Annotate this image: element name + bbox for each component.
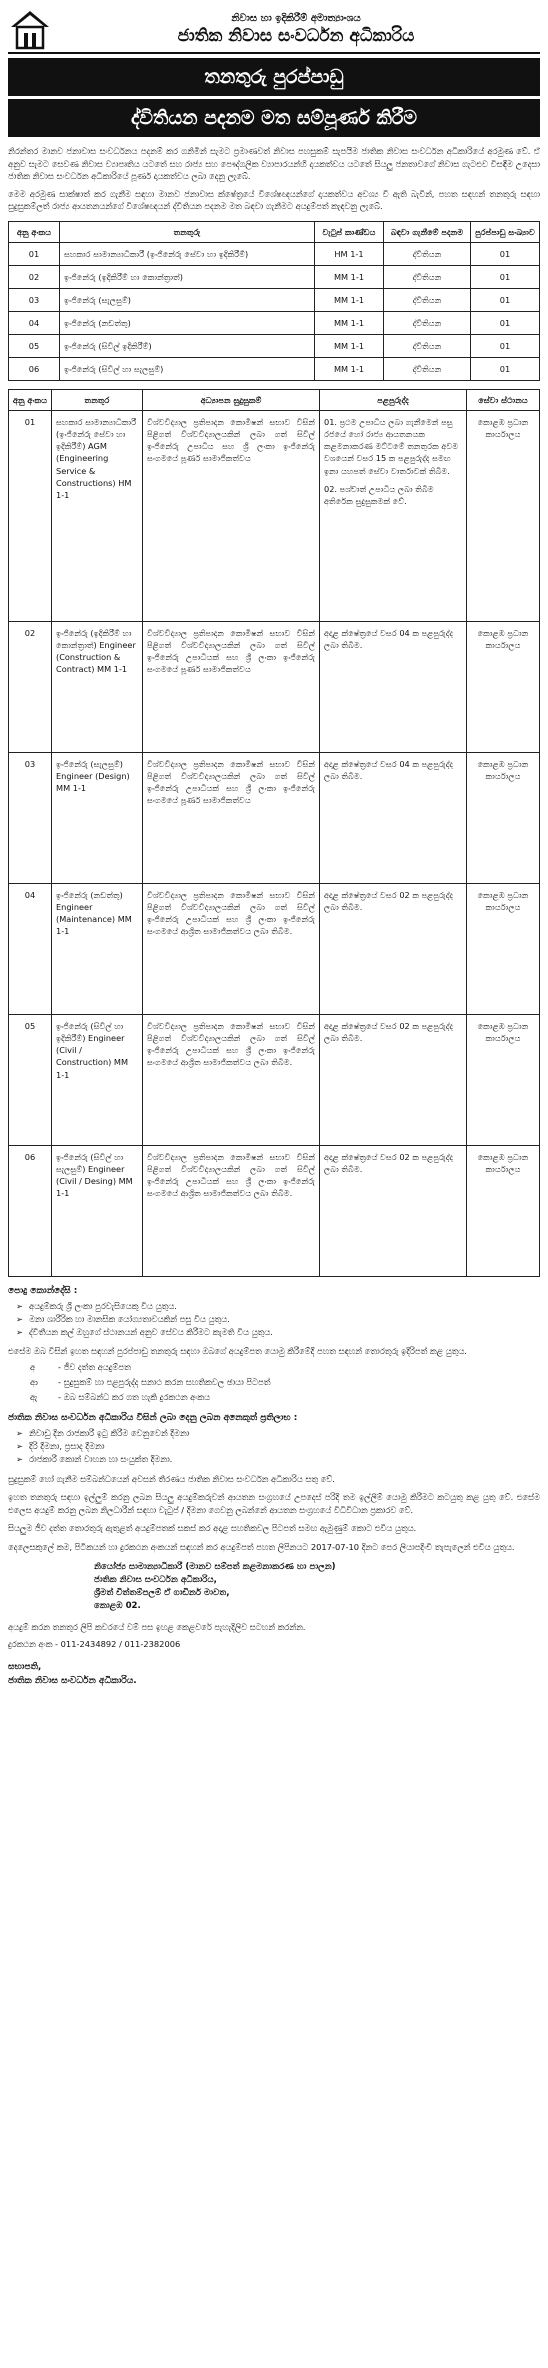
list-item xyxy=(30,1391,540,1404)
service-station: කොළඹ ප්‍රධාන කාර්යාලය xyxy=(467,1014,540,1145)
summary-cell: ද්විතියන xyxy=(384,265,471,288)
experience-cell xyxy=(320,1145,467,1276)
condition-text: මනා ශාරීරික හා මානසික යෝග්‍යතාවයකින් පසු විය යුතුය. xyxy=(28,1313,230,1324)
summary-column-header: බඳවා ගැනීමේ පදනම xyxy=(384,221,471,242)
education-qualification: විශ්වවිද්‍යාල ප්‍රතිපාදන කොමිෂන් සභාව විසින් පිළිගත් විශ්වවිද්‍යාලයකින් ලබා ගත් සිවිල් ඉංජිනේරු උපාධියක් සහ ශ්‍රී ලංකා ඉංජිනේරු සංගමයේ ආශ්‍රිත සාමාජිකත්වය ලබා තිබීම. xyxy=(143,1014,320,1145)
post-number: 06 xyxy=(9,1145,52,1276)
vacancy-detail-table xyxy=(8,389,540,1277)
benefit-text: නිවාඩු දින රාජකාරී ඉටු කිරීම වෙනුවෙන් දීමනා xyxy=(28,1427,190,1438)
envelope-note: අයදුම් කරන තනතුර ලිපි කවරයේ වම් පස ඉහළ කෙළවරේ පැහැදිලිව සටහන් කරන්න. xyxy=(8,1622,306,1632)
general-conditions xyxy=(8,1285,540,1404)
experience-requirement: අදාළ ක්ෂේත්‍රයේ වසර 02 ක පළපුරුද්ද ලබා තිබීම. xyxy=(324,1151,454,1174)
detail-column-header: අනු අංකය xyxy=(9,389,52,410)
intro-paragraph-1: නිරන්තර මානව ජනාවාස සංවර්ධනය පදනම් කර ගනිමින් සැමට ප්‍රමාණවත් නිවාස පහසුකම් සැපයීම ජාතික නිවාස සංවර්ධන අධිකාරියේ අරමුණ වේ. ඒ අනුව සැමට සෙවණ නිවාස ව්‍යාපෘතිය යටතේ සහ රාජ්‍ය සහ පෞද්ගලික ව්‍යාපාරයන්හි දායකත්වය යටතේ සියලු ජනතාවගේ නිවාස ගැටළුව විසඳීම උදෙසා ජාතික නිවාස සංවර්ධන අධිකාරියේ පූර්ණ දායකත්වය ලබා දෙනු ලැබේ. xyxy=(8,146,540,181)
document-mark: ආ xyxy=(30,1376,38,1387)
summary-cell: ඉංජිනේරු (සිවිල් ඉදිකිරීම්) xyxy=(60,334,315,357)
table-row xyxy=(9,288,540,311)
summary-cell: ඉංජිනේරු (සිවිල් හා සැලසුම්) xyxy=(60,357,315,380)
arrow-bullet-icon: ➢ xyxy=(16,1427,23,1438)
detail-column-header: පළපුරුද්ද xyxy=(320,389,467,410)
post-title: ඉංජිනේරු (සිවිල් හා සැලසුම්) Engineer (Civil / Desing) MM 1-1 xyxy=(52,1145,143,1276)
list-item xyxy=(30,1361,540,1374)
service-station: කොළඹ ප්‍රධාන කාර්යාලය xyxy=(467,410,540,621)
document-text: - ඔබ සම්බන්ධ කර ගත හැකි දුරකථන අංකය xyxy=(58,1391,210,1402)
document-text: - සුදුසුකම් හා පළපුරුද්ද සනාථ කරන සහතිකවල ඡායා පිටපත් xyxy=(58,1376,271,1387)
experience-cell xyxy=(320,752,467,883)
summary-cell: 06 xyxy=(9,357,60,380)
arrow-bullet-icon: ➢ xyxy=(16,1326,23,1337)
education-qualification: විශ්වවිද්‍යාල ප්‍රතිපාදන කොමිෂන් සභාව විසින් පිළිගත් විශ්වවිද්‍යාලයකින් ලබා ගත් සිවිල් ඉංජිනේරු උපාධියක් සහ ශ්‍රී ලංකා ඉංජිනේරු සංගමයේ ආශ්‍රිත සාමාජිකත්වය ලබා තිබීම. xyxy=(143,883,320,1014)
education-qualification: විශ්වවිද්‍යාල ප්‍රතිපාදන කොමිෂන් සභාව විසින් පිළිගත් විශ්වවිද්‍යාලයකින් ලබා ගත් සිවිල් ඉංජිනේරු උපාධියක් සහ ශ්‍රී ලංකා ඉංජිනේරු සංගමයේ පූර්ණ සාමාජිකත්වය xyxy=(143,621,320,752)
phone-numbers: දුරකථන අංක - 011-2434892 / 011-2382006 xyxy=(8,1639,181,1649)
summary-cell: 01 xyxy=(471,288,540,311)
summary-cell: MM 1-1 xyxy=(315,265,384,288)
table-row xyxy=(9,242,540,265)
summary-cell: ද්විතියන xyxy=(384,357,471,380)
condition-text: ද්විතීයන කල් ඔහුගේ ස්ථානයන් අනුව සේවය කිරීමට කැමති විය යුතුය. xyxy=(28,1326,273,1337)
table-row xyxy=(9,752,540,883)
signatory-title: සභාපති, xyxy=(8,1662,42,1672)
condition-text: අයදුම්කරු ශ්‍රී ලංකා පුරවැසියෙකු විය යුතුය. xyxy=(28,1300,177,1311)
experience-requirement: අදාළ ක්ෂේත්‍රයේ වසර 02 ක පළපුරුද්ද ලබා තිබීම. xyxy=(324,1020,454,1043)
basis-banner: ද්විතියන පදනම මත සම්පූර්ණ කිරීම xyxy=(8,99,540,137)
house-logo-icon xyxy=(8,8,52,50)
summary-cell: 01 xyxy=(471,334,540,357)
deadline-paragraph: දෙලෙසකුලේ කම, පිටිකයන් හා දුරකථන අංකයන් සඳහන් කර අයදුම්පත් පහත ලිපිනයට 2017-07-10 දිනට පෙර ලියාපදිංචි තැපැලෙන් එවිය යුතුය. xyxy=(8,1541,515,1552)
intro-paragraph-2: මෙම අරමුණ සාක්ෂාත් කර ගැනීම සඳහා මානව ජනාවාස ක්ෂේත්‍රයේ විශේෂඥයන්ගේ දායකත්වය අවශ්‍ය වී ඇති බැවින්, පහත සඳහන් තනතුරු සඳහා සුදුසුකම්ලත් රාජ්‍ය ආයතනයන්ගේ විශේෂඥයන් ද්විතියන පදනම මත බඳවා ගැනීමට අයදුම්පත් කැඳවනු ලැබේ. xyxy=(8,188,540,211)
experience-requirement: අදාළ ක්ෂේත්‍රයේ වසර 04 ක පළපුරුද්ද ලබා තිබීම. xyxy=(324,627,454,650)
service-station: කොළඹ ප්‍රධාන කාර්යාලය xyxy=(467,1145,540,1276)
table-row xyxy=(9,311,540,334)
document-mark: ඇ xyxy=(30,1391,38,1402)
general-conditions-heading: පොදු කොන්දේසි : xyxy=(8,1285,78,1296)
summary-cell: 01 xyxy=(471,357,540,380)
experience-cell xyxy=(320,410,467,621)
post-title: ඉංජිනේරු (නඩත්තු) Engineer (Maintenance) MM 1-1 xyxy=(52,883,143,1014)
address-line: ශ්‍රීමත් චිත්තම්පලම් ඒ ගාඩිනර් මාවත, xyxy=(94,1588,230,1598)
summary-cell: 01 xyxy=(471,242,540,265)
service-station: කොළඹ ප්‍රධාන කාර්යාලය xyxy=(467,883,540,1014)
summary-cell: 01 xyxy=(471,311,540,334)
summary-cell: ඉංජිනේරු (සැලසුම්) xyxy=(60,288,315,311)
signatory-organization: ජාතික නිවාස සංවර්ධන අධිකාරිය. xyxy=(8,1676,137,1686)
closing-paragraph-1: සුදුසුකම් හෝ ගැනීම සම්බන්ධයෙන් අවසන් තීරණය ජාතික නිවාස සංවර්ධන අධිකාරිය සතු වේ. xyxy=(8,1473,335,1484)
service-station: කොළඹ ප්‍රධාන කාර්යාලය xyxy=(467,752,540,883)
list-item xyxy=(16,1313,540,1326)
arrow-bullet-icon: ➢ xyxy=(16,1300,23,1311)
experience-cell xyxy=(320,621,467,752)
summary-cell: 05 xyxy=(9,334,60,357)
benefits xyxy=(8,1412,540,1466)
post-title: ඉංජිනේරු (සැලසුම්) Engineer (Design) MM 1-1 xyxy=(52,752,143,883)
post-title: සහකාර සාමාන්‍යාධිකාරී (ඉංජිනේරු සේවා හා ඉදිකිරීම්) AGM (Engineering Service & Constructions) HM 1-1 xyxy=(52,410,143,621)
post-title: ඉංජිනේරු (සිවිල් හා ඉදිකිරීම්) Engineer (Civil / Construction) MM 1-1 xyxy=(52,1014,143,1145)
list-item xyxy=(16,1326,540,1339)
address-line: ජාතික නිවාස සංවර්ධන අධිකාරිය, xyxy=(94,1575,217,1585)
detail-column-header: අධ්‍යාපන සුදුසුකම් xyxy=(143,389,320,410)
list-item xyxy=(16,1300,540,1313)
education-qualification: විශ්වවිද්‍යාල ප්‍රතිපාදන කොමිෂන් සභාව විසින් පිළිගත් විශ්වවිද්‍යාලයකින් ලබා ගත් සිවිල් ඉංජිනේරු උපාධියක් සහ ශ්‍රී ලංකා ඉංජිනේරු සංගමයේ පූර්ණ සාමාජිකත්වය xyxy=(143,752,320,883)
closing-paragraph-3: සියලුම ජීව දත්ත තොරතුරු ඇතුළත් අයදුම්පතක් සකස් කර අදාළ සහතිකවල පිටපත් සමඟ ඇමුණුම් කොට එවිය යුතුය. xyxy=(8,1523,417,1533)
post-number: 01 xyxy=(9,410,52,621)
summary-cell: 01 xyxy=(9,242,60,265)
summary-column-header: වැටුප් කාණ්ඩය xyxy=(315,221,384,242)
summary-cell: ද්විතියන xyxy=(384,242,471,265)
table-row xyxy=(9,1014,540,1145)
vacancies-banner: තනතුරු පුරප්පාඩු xyxy=(8,58,540,96)
nhda-logo xyxy=(8,8,52,50)
education-qualification: විශ්වවිද්‍යාල ප්‍රතිපාදන කොමිෂන් සභාව විසින් පිළිගත් විශ්වවිද්‍යාලයකින් ලබා ගත් සිවිල් ඉංජිනේරු උපාධියක් සහ ශ්‍රී ලංකා ඉංජිනේරු සංගමයේ ආශ්‍රිත සාමාජිකත්වය ලබා තිබීම. xyxy=(143,1145,320,1276)
education-qualification: විශ්වවිද්‍යාල ප්‍රතිපාදන කොමිෂන් සභාව විසින් පිළිගත් විශ්වවිද්‍යාලයකින් ලබා ගත් සිවිල් ඉංජිනේරු උපාධිය සහ ශ්‍රී ලංකා ඉංජිනේරු සංගමයේ පූර්ණ සාමාජිකත්වය xyxy=(143,410,320,621)
summary-cell: සහකාර සාමාන්‍යාධිකාරී (ඉංජිනේරු සේවා හා ඉදිකිරීම්) xyxy=(60,242,315,265)
experience-cell xyxy=(320,1014,467,1145)
experience-requirement: අදාළ ක්ෂේත්‍රයේ වසර 04 ක පළපුරුද්ද ලබා තිබීම. xyxy=(324,758,454,781)
list-item xyxy=(30,1376,540,1389)
advertisement xyxy=(8,6,540,2356)
document-mark: අ xyxy=(30,1361,36,1372)
experience-requirement: අදාළ ක්ෂේත්‍රයේ වසර 02 ක පළපුරුද්ද ලබා තිබීම. xyxy=(324,889,454,912)
table-row xyxy=(9,883,540,1014)
address-line: නියෝජ්‍ය සාමාන්‍යාධිකාරී (මානව සම්පත් කළමනාකරණ හා පාලන) xyxy=(94,1562,336,1572)
service-station: කොළඹ ප්‍රධාන කාර්යාලය xyxy=(467,621,540,752)
ministry-name: නිවාස හා ඉදිකිරීම් අමාත්‍යාංශය xyxy=(231,12,361,24)
table-row xyxy=(9,621,540,752)
post-title: ඉංජිනේරු (ඉදිකිරීම් හා කොන්ත්‍රාත්) Engineer (Construction & Contract) MM 1-1 xyxy=(52,621,143,752)
list-item xyxy=(16,1440,540,1453)
table-row xyxy=(9,357,540,380)
post-number: 05 xyxy=(9,1014,52,1145)
document-text: - ජීව දත්ත අයදුම්පත xyxy=(58,1361,131,1372)
vacancy-summary-table xyxy=(8,221,540,381)
benefit-text: රාජකාරී කොන් වාහන හා සංයුක්ත දීමනා. xyxy=(28,1453,173,1464)
summary-column-header: තනතුරු xyxy=(60,221,315,242)
experience-requirement: 02. පශ්චාත් උපාධිය ලබා තිබීම අතිරේක සුදුසුකමක් වේ. xyxy=(324,483,434,507)
documents-intro: එසේම ඔබ විසින් ඉහත සඳහන් පුරප්පාඩු තනතුරු සඳහා ඔබගේ අයදුම්පත යොමු කිරීමේදී පහත සඳහන් තොරතුරු ඉදිරිපත් කළ යුතුය. xyxy=(8,1345,467,1356)
summary-cell: HM 1-1 xyxy=(315,242,384,265)
detail-column-header: සේවා ස්ථානය xyxy=(467,389,540,410)
list-item xyxy=(16,1453,540,1466)
summary-cell: 01 xyxy=(471,265,540,288)
table-row xyxy=(9,410,540,621)
summary-cell: ද්විතියන xyxy=(384,334,471,357)
experience-requirement: 01. ප්‍රථම උපාධිය ලබා ගැනීමෙන් පසු රජයේ හෝ රාජ්‍ය ආයතනයක කළමනාකරණ මට්ටමේ තනතුරක අවම වශයෙන් වසර 15 ක පළපුරුද්ද සමඟ ඉනා යහපත් සේවා වාර්තාවක් තිබීම. xyxy=(324,416,459,476)
post-number: 02 xyxy=(9,621,52,752)
experience-cell xyxy=(320,883,467,1014)
postal-address xyxy=(94,1561,540,1613)
header xyxy=(8,6,540,54)
authority-name: ජාතික නිවාස සංවර්ධන අධිකාරිය xyxy=(177,25,415,46)
signature-block xyxy=(8,1660,540,1688)
summary-cell: ද්විතියන xyxy=(384,311,471,334)
summary-cell: 03 xyxy=(9,288,60,311)
benefit-text: දිරි දීමනා, ප්‍රසාද දීමනා xyxy=(28,1440,105,1451)
arrow-bullet-icon: ➢ xyxy=(16,1453,23,1464)
summary-column-header: පුරප්පාඩු සංඛ්‍යාව xyxy=(471,221,540,242)
benefits-heading: ජාතික නිවාස සංවර්ධන අධිකාරිය විසින් ලබා දෙනු ලබන අනෙකුත් ප්‍රතිලාභ : xyxy=(8,1412,298,1423)
post-number: 04 xyxy=(9,883,52,1014)
arrow-bullet-icon: ➢ xyxy=(16,1440,23,1451)
summary-cell: MM 1-1 xyxy=(315,288,384,311)
address-line: කොළඹ 02. xyxy=(94,1601,141,1611)
summary-cell: ඉංජිනේරු (නඩත්තු) xyxy=(60,311,315,334)
summary-cell: ද්විතියන xyxy=(384,288,471,311)
summary-cell: ඉංජිනේරු (ඉදිකිරීම් හා කොන්ත්‍රාත්) xyxy=(60,265,315,288)
summary-cell: 02 xyxy=(9,265,60,288)
arrow-bullet-icon: ➢ xyxy=(16,1313,23,1324)
summary-column-header: අනු අංකය xyxy=(9,221,60,242)
summary-cell: MM 1-1 xyxy=(315,357,384,380)
detail-column-header: තනතුර xyxy=(52,389,143,410)
closing-paragraph-2: ඉහත තනතුරු සඳහා ඉල්ලුම් කරනු ලබන සියලු අයදුම්කරුවන් ආයතන සංග්‍රහයේ උපදෙස් පරිදි තම ඉල්ලීම් යොමු කිරීමට කටයුතු කළ යුතු වේ. එසේම එලෙස අයදුම් කරනු ලබන නිලධාරීන් සඳහා වැටුප් / දීමනා ගෙවනු ලබන්නේ ආයතන සංග්‍රහයේ විධිවිධාන ප්‍රකාරව වේ. xyxy=(8,1492,540,1515)
table-row xyxy=(9,334,540,357)
table-row xyxy=(9,265,540,288)
table-row xyxy=(9,1145,540,1276)
summary-cell: 04 xyxy=(9,311,60,334)
summary-cell: MM 1-1 xyxy=(315,311,384,334)
summary-cell: MM 1-1 xyxy=(315,334,384,357)
closing-notes xyxy=(8,1473,540,1554)
post-number: 03 xyxy=(9,752,52,883)
list-item xyxy=(16,1427,540,1440)
